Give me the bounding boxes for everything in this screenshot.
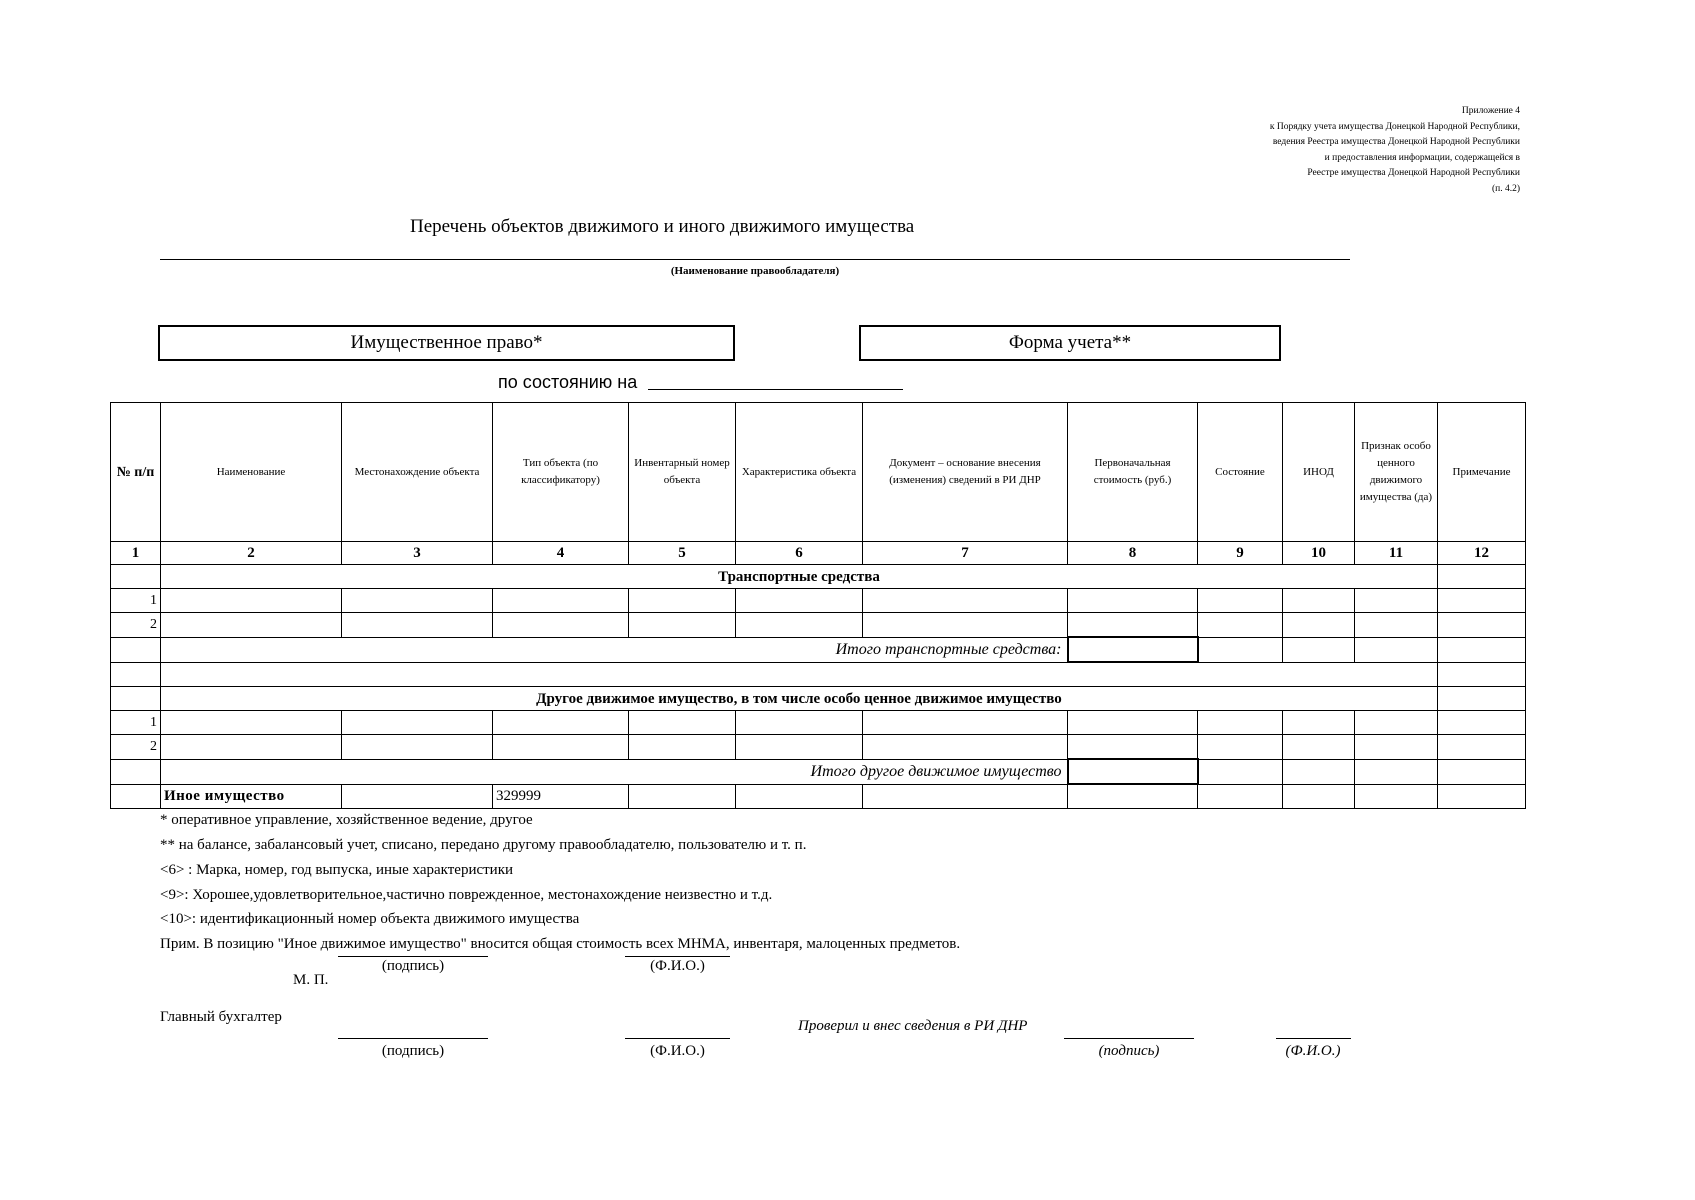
header-cell: Признак особо ценного движимого имущества (да) [1355,403,1438,542]
row-number: 1 [111,589,161,613]
column-number: 3 [342,542,493,565]
table-cell[interactable] [1068,735,1198,760]
table-row [111,735,1526,760]
table-cell[interactable] [493,589,629,613]
footnote: <9>: Хорошее,удовлетворительное,частично поврежденное, местонахождение неизвестно и т.д. [160,887,773,903]
table-cell [1438,662,1526,687]
appendix-line: к Порядку учета имущества Донецкой Народной Республики, [1269,121,1520,132]
column-number: 11 [1355,542,1438,565]
appendix-line: и предоставления информации, содержащейся в [1324,152,1520,163]
table-cell[interactable] [493,613,629,638]
checked-signature-line[interactable] [1064,1038,1194,1039]
as-of-date-line[interactable] [648,389,903,390]
table-cell[interactable] [629,589,736,613]
owner-name-caption: (Наименование правообладателя) [670,265,840,277]
table-cell[interactable] [493,711,629,735]
other-property-row [111,784,1526,809]
table-cell[interactable] [1283,589,1355,613]
stamp-label: М. П. [293,972,329,988]
table-cell[interactable] [1283,784,1355,809]
table-cell[interactable] [1438,784,1526,809]
table-cell[interactable] [629,735,736,760]
header-cell: Примечание [1438,403,1526,542]
table-cell[interactable] [863,589,1068,613]
table-cell[interactable] [1198,759,1283,784]
checked-label: Проверил и внес сведения в РИ ДНР [798,1018,1028,1034]
table-cell[interactable] [863,735,1068,760]
table-cell[interactable] [1438,637,1526,662]
accounting-form-box[interactable]: Форма учета** [859,325,1281,361]
table-cell[interactable] [161,613,342,638]
header-cell: Первоначальная стоимость (руб.) [1068,403,1198,542]
table-cell[interactable] [1068,784,1198,809]
header-cell: Характеристика объекта [736,403,863,542]
chief-accountant-name-caption: (Ф.И.О.) [650,1043,705,1059]
column-number: 10 [1283,542,1355,565]
other-property-name: Иное имущество [161,784,342,809]
footnote-remark: Прим. В позицию "Иное движимое имущество" вносится общая стоимость всех МНМА, инвентаря, малоценных предметов. [160,936,961,952]
total-row [111,637,1526,662]
footnote: <6> : Марка, номер, год выпуска, иные характеристики [160,862,514,878]
row-number: 2 [111,735,161,760]
column-number: 7 [863,542,1068,565]
table-cell[interactable] [342,711,493,735]
table-cell[interactable] [1198,711,1283,735]
appendix-header [1100,104,1520,197]
table-cell [111,662,161,687]
table-cell[interactable] [1198,735,1283,760]
footnote: ** на балансе, забалансовый учет, списано, передано другому правообладателю, пользователю и т. п. [160,837,807,853]
table-cell[interactable] [863,613,1068,638]
header-cell: Тип объекта (по классификатору) [493,403,629,542]
as-of-label: по состоянию на [498,372,638,392]
table-cell[interactable] [1068,589,1198,613]
table-cell[interactable] [1355,735,1438,760]
appendix-line: Реестре имущества Донецкой Народной Республики [1307,168,1520,178]
table-cell [111,565,161,589]
header-row [111,403,1526,542]
footnote: * оперативное управление, хозяйственное ведение, другое [160,812,533,828]
table-cell[interactable] [1198,784,1283,809]
table-cell[interactable] [493,735,629,760]
row-number: 2 [111,613,161,638]
name-line[interactable] [625,956,730,957]
total-row [111,759,1526,784]
table-row [111,711,1526,735]
table-cell[interactable] [1198,613,1283,638]
table-cell[interactable] [1283,637,1355,662]
table-cell[interactable] [863,784,1068,809]
table-cell[interactable] [161,711,342,735]
chief-accountant-signature-caption: (подпись) [381,1043,445,1059]
section-title-transport: Транспортные средства [161,565,1438,589]
table-cell[interactable] [1198,637,1283,662]
property-table [110,402,1526,809]
table-cell[interactable] [1068,613,1198,638]
table-cell [1438,565,1526,589]
chief-accountant-signature-line[interactable] [338,1038,488,1039]
table-cell[interactable] [736,613,863,638]
header-cell: ИНОД [1283,403,1355,542]
table-cell[interactable] [342,784,493,809]
table-cell[interactable] [342,735,493,760]
chief-accountant-label: Главный бухгалтер [160,1009,282,1025]
table-cell[interactable] [629,711,736,735]
table-cell[interactable] [736,589,863,613]
table-cell [111,759,161,784]
table-cell[interactable] [1198,589,1283,613]
signature-caption: (подпись) [381,958,445,974]
total-value-other[interactable] [1068,759,1198,784]
header-cell: Состояние [1198,403,1283,542]
row-number: 1 [111,711,161,735]
table-cell [111,637,161,662]
table-cell[interactable] [1355,759,1438,784]
table-cell[interactable] [1355,784,1438,809]
column-number: 12 [1438,542,1526,565]
appendix-line: Приложение 4 [1461,106,1520,116]
header-cell: Наименование [161,403,342,542]
column-number: 9 [1198,542,1283,565]
property-right-box[interactable]: Имущественное право* [158,325,735,361]
name-caption: (Ф.И.О.) [650,958,705,974]
total-label-other: Итого другое движимое имущество [161,759,1068,784]
table-cell[interactable] [863,711,1068,735]
column-number-row [111,542,1526,565]
document-title: Перечень объектов движимого и иного движимого имущества [410,216,915,237]
table-cell[interactable] [1355,589,1438,613]
table-cell[interactable] [1438,759,1526,784]
table-cell [111,687,161,711]
checked-name-caption: (Ф.И.О.) [1285,1043,1341,1059]
table-cell[interactable] [342,613,493,638]
appendix-line: (п. 4.2) [1491,183,1520,194]
table-cell[interactable] [342,589,493,613]
table-cell[interactable] [1068,711,1198,735]
table-cell[interactable] [736,784,863,809]
checked-signature-caption: (подпись) [1098,1043,1160,1059]
table-cell[interactable] [1355,613,1438,638]
table-cell[interactable] [161,735,342,760]
table-cell[interactable] [629,784,736,809]
owner-name-line[interactable] [160,259,1350,260]
table-cell[interactable] [736,735,863,760]
table-cell[interactable] [1283,613,1355,638]
column-number: 5 [629,542,736,565]
other-property-code: 329999 [493,784,629,809]
section-title-row [111,565,1526,589]
table-cell [111,784,161,809]
table-row [111,613,1526,638]
total-value-transport[interactable] [1068,637,1198,662]
chief-accountant-name-line[interactable] [625,1038,730,1039]
section-title-other: Другое движимое имущество, в том числе особо ценное движимое имущество [161,687,1438,711]
column-number: 6 [736,542,863,565]
total-label-transport: Итого транспортные средства: [161,637,1068,662]
section-title-row [111,687,1526,711]
table-cell[interactable] [1283,759,1355,784]
column-number: 4 [493,542,629,565]
table-cell[interactable] [629,613,736,638]
table-cell[interactable] [1283,735,1355,760]
header-cell: Инвентарный номер объекта [629,403,736,542]
table-cell[interactable] [1438,711,1526,735]
appendix-line: ведения Реестра имущества Донецкой Народной Республики [1272,137,1520,147]
table-cell[interactable] [1438,613,1526,638]
table-cell [161,662,1438,687]
checked-name-line[interactable] [1276,1038,1351,1039]
table-cell [1438,687,1526,711]
header-cell: № п/п [111,403,161,542]
table-cell[interactable] [1438,735,1526,760]
spacer-row [111,662,1526,687]
table-cell[interactable] [1355,711,1438,735]
footnote: <10>: идентификационный номер объекта движимого имущества [160,911,580,927]
table-row [111,589,1526,613]
signature-line[interactable] [338,956,488,957]
column-number: 1 [111,542,161,565]
column-number: 2 [161,542,342,565]
table-cell[interactable] [161,589,342,613]
column-number: 8 [1068,542,1198,565]
table-cell[interactable] [736,711,863,735]
header-cell: Местонахождение объекта [342,403,493,542]
table-cell[interactable] [1283,711,1355,735]
table-cell[interactable] [1438,589,1526,613]
header-cell: Документ – основание внесения (изменения) сведений в РИ ДНР [863,403,1068,542]
table-cell[interactable] [1355,637,1438,662]
